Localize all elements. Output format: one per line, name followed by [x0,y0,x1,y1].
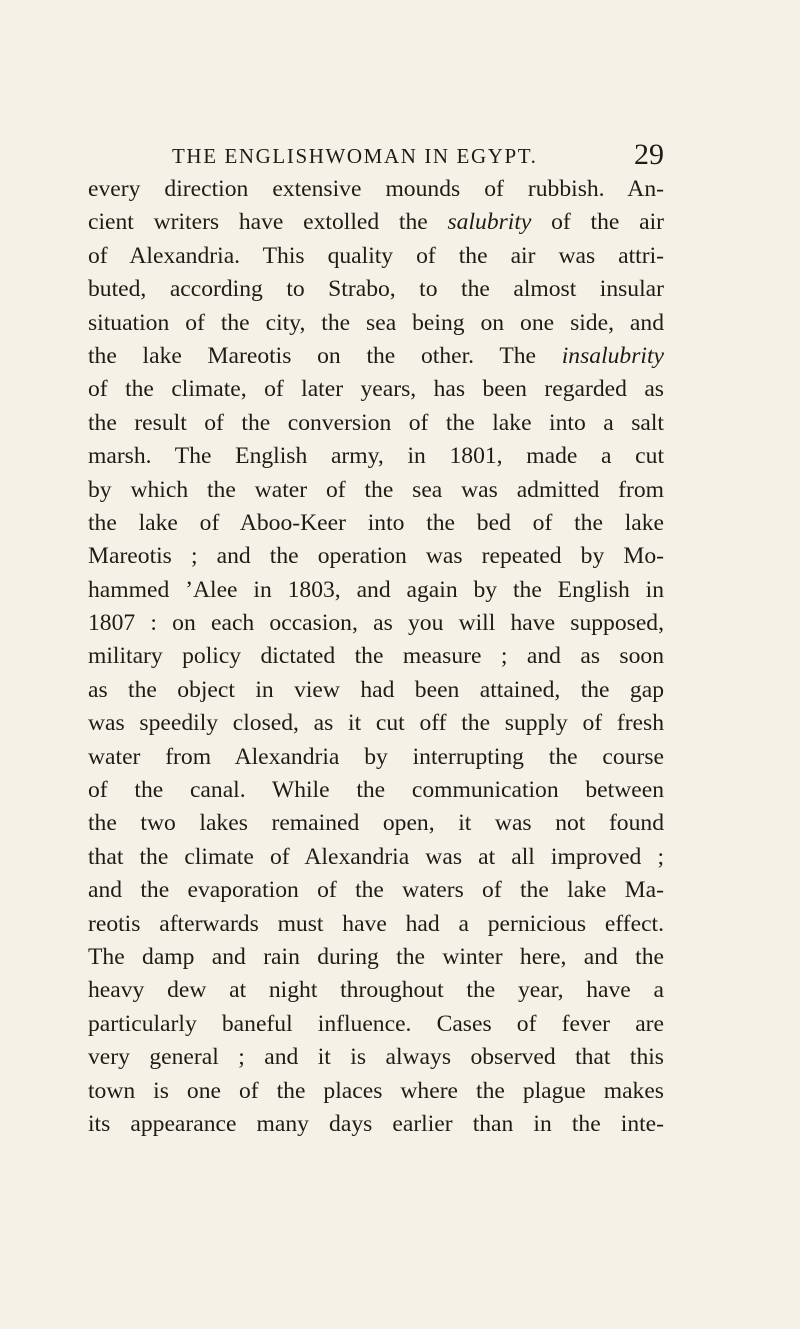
running-title: THE ENGLISHWOMAN IN EGYPT. [172,144,538,168]
text-line: and the evaporation of the waters of the lake Ma- [88,877,664,904]
text-line: cient writers have extolled the salubrity of the air [88,209,664,236]
italic-word: salubrity [447,209,532,236]
text-line: the two lakes remained open, it was not found [88,810,664,837]
text-line: marsh. The English army, in 1801, made a cut [88,443,664,470]
text-line: as the object in view had been attained, the gap [88,676,664,703]
page-number: 29 [634,138,664,171]
text-line: heavy dew at night throughout the year, have a [88,977,664,1004]
text-line: that the climate of Alexandria was at all improved ; [88,843,664,870]
text-line: 1807 : on each occasion, as you will have supposed, [88,610,664,637]
text-line: reotis afterwards must have had a pernicious effect. [88,910,664,937]
text-line: military policy dictated the measure ; and as soon [88,643,664,670]
text-line: town is one of the places where the plague makes [88,1077,664,1104]
text-line: of the canal. While the communication between [88,777,664,804]
text-line: the lake Mareotis on the other. The insalubrity [88,342,664,369]
text-line: its appearance many days earlier than in the inte- [88,1110,664,1137]
text-line: by which the water of the sea was admitted from [88,476,664,503]
text-line: every direction extensive mounds of rubbish. An- [88,176,664,202]
text-line: very general ; and it is always observed that this [88,1044,664,1071]
text-line: particularly baneful influence. Cases of fever are [88,1010,664,1037]
text-line: the lake of Aboo-Keer into the bed of the lake [88,509,664,536]
text-line: was speedily closed, as it cut off the supply of fresh [88,710,664,737]
text-line: water from Alexandria by interrupting the course [88,743,664,770]
text-line: situation of the city, the sea being on one side, and [88,309,664,336]
text-line: The damp and rain during the winter here, and the [88,943,664,970]
italic-word: insalubrity [561,342,664,369]
text-line: hammed ’Alee in 1803, and again by the English in [88,576,664,603]
text-line: Mareotis ; and the operation was repeated by Mo- [88,543,664,570]
text-line: buted, according to Strabo, to the almost insular [88,276,664,303]
text-line: the result of the conversion of the lake into a salt [88,409,664,436]
body-text [88,173,664,1141]
text-line: of the climate, of later years, has been regarded as [88,376,664,403]
text-line: of Alexandria. This quality of the air was attri- [88,242,664,269]
